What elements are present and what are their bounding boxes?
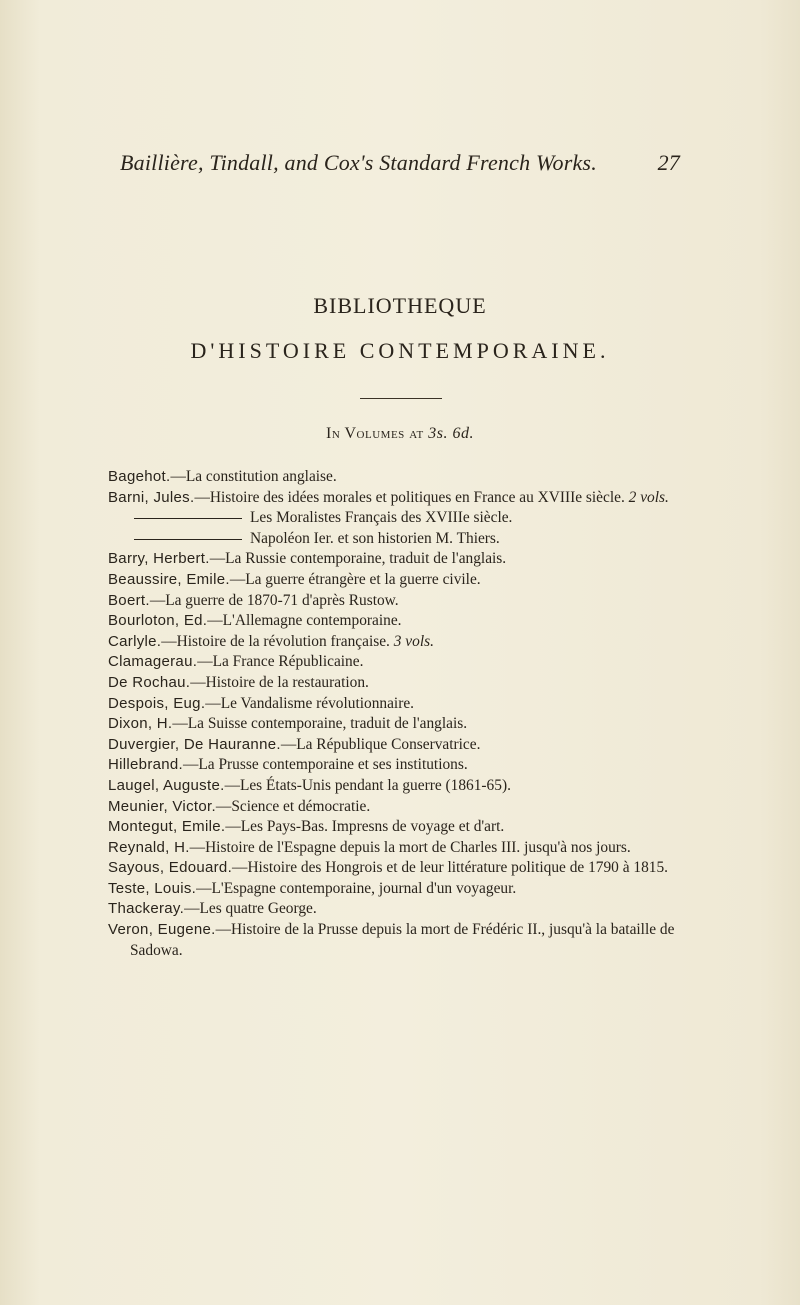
entry-author: De Rochau. (108, 673, 191, 691)
entry-title: Les Moralistes Français des XVIIIe siècle. (250, 509, 513, 527)
entry-title: Napoléon Ier. et son historien M. Thiers. (250, 529, 500, 547)
list-item (108, 735, 688, 756)
entry-title: —Les quatre George. (184, 900, 317, 918)
entry-author: Hillebrand. (108, 756, 184, 774)
entry-title: —Science et démocratie. (215, 797, 371, 815)
entry-author: Barry, Herbert. (108, 550, 210, 568)
list-item-continuation (108, 508, 688, 529)
entry-volumes: 2 vols. (628, 488, 669, 506)
subtitle-text: In Volumes at (326, 425, 424, 442)
running-head (120, 150, 680, 176)
entry-title: —Histoire des Hongrois et de leur littérature politique de 1790 à 1815. (232, 859, 669, 877)
entry-title: —La guerre étrangère et la guerre civile. (229, 570, 481, 588)
list-item (108, 591, 688, 612)
entry-title: —La France Républicaine. (197, 653, 364, 671)
list-item (108, 652, 688, 673)
entry-title: —Le Vandalisme révolutionnaire. (205, 694, 415, 712)
list-item (108, 899, 688, 920)
entry-author: Dixon, H. (108, 715, 173, 733)
entry-title: —Histoire de la révolution française. (161, 632, 390, 650)
entry-author: Duvergier, De Hauranne. (108, 735, 281, 753)
entry-author: Montegut, Emile. (108, 818, 226, 836)
list-item-continuation (108, 529, 688, 550)
title-line-2: D'HISTOIRE CONTEMPORAINE. (190, 338, 610, 363)
title-rule (360, 398, 442, 399)
entry-volumes: 3 vols. (393, 632, 434, 650)
entry-title: —Histoire de la Prusse depuis la mort de Frédéric II., jusqu'à la bataille de Sadowa. (130, 921, 675, 959)
list-item (108, 673, 688, 694)
entry-author: Sayous, Edouard. (108, 859, 233, 877)
ditto-dash (134, 518, 242, 519)
running-head-text: Baillière, Tindall, and Cox's Standard French Works. (120, 150, 597, 175)
list-item (108, 694, 688, 715)
entry-author: Clamagerau. (108, 653, 198, 671)
entry-author: Reynald, H. (108, 838, 190, 856)
list-item (108, 570, 688, 591)
entry-title: —Histoire de la restauration. (190, 673, 369, 691)
entry-title: —La République Conservatrice. (280, 735, 481, 753)
subtitle (0, 425, 800, 443)
entry-author: Teste, Louis. (108, 879, 197, 897)
entry-title: —La guerre de 1870-71 d'après Rustow. (149, 591, 399, 609)
entry-title: —Les États-Unis pendant la guerre (1861-65). (224, 776, 511, 794)
entry-title: —Histoire de l'Espagne depuis la mort de Charles III. jusqu'à nos jours. (189, 838, 631, 856)
list-item (108, 755, 688, 776)
entry-author: Thackeray. (108, 900, 185, 918)
list-item (108, 858, 688, 879)
entry-title: —La Suisse contemporaine, traduit de l'anglais. (172, 715, 468, 733)
entry-title: —La constitution anglaise. (170, 468, 337, 485)
entry-author: Meunier, Victor. (108, 797, 216, 815)
list-item (108, 488, 688, 509)
page-number: 27 (657, 150, 680, 175)
entry-author: Carlyle. (108, 632, 162, 650)
entry-author: Boert. (108, 591, 150, 609)
list-item (108, 776, 688, 797)
list-item (108, 797, 688, 818)
entry-author: Bagehot. (108, 468, 171, 485)
list-item (108, 714, 688, 735)
entry-title: —Les Pays-Bas. Impresns de voyage et d'art. (225, 818, 505, 836)
list-item (108, 611, 688, 632)
list-item (108, 817, 688, 838)
entry-author: Beaussire, Emile. (108, 570, 230, 588)
list-item (108, 632, 688, 653)
ditto-dash (134, 539, 242, 540)
entry-title: —La Prusse contemporaine et ses institutions. (183, 756, 468, 774)
entry-author: Laugel, Auguste. (108, 776, 225, 794)
entry-title: —L'Espagne contemporaine, journal d'un voyageur. (196, 879, 517, 897)
entry-title: —L'Allemagne contemporaine. (207, 612, 402, 630)
entry-author: Despois, Eug. (108, 694, 206, 712)
list-item (108, 549, 688, 570)
entry-title: —La Russie contemporaine, traduit de l'anglais. (209, 550, 507, 568)
list-item (108, 879, 688, 900)
list-item (108, 920, 688, 961)
entry-list (108, 467, 688, 961)
subtitle-price: 3s. 6d. (428, 425, 474, 442)
list-item (108, 467, 688, 488)
entry-author: Bourloton, Ed. (108, 612, 208, 630)
entry-author: Barni, Jules. (108, 488, 195, 506)
title-line-1: BIBLIOTHEQUE (313, 293, 487, 318)
entry-title: —Histoire des idées morales et politiques en France au XVIIIe siècle. (194, 488, 625, 506)
list-item (108, 838, 688, 859)
entry-author: Veron, Eugene. (108, 921, 216, 939)
